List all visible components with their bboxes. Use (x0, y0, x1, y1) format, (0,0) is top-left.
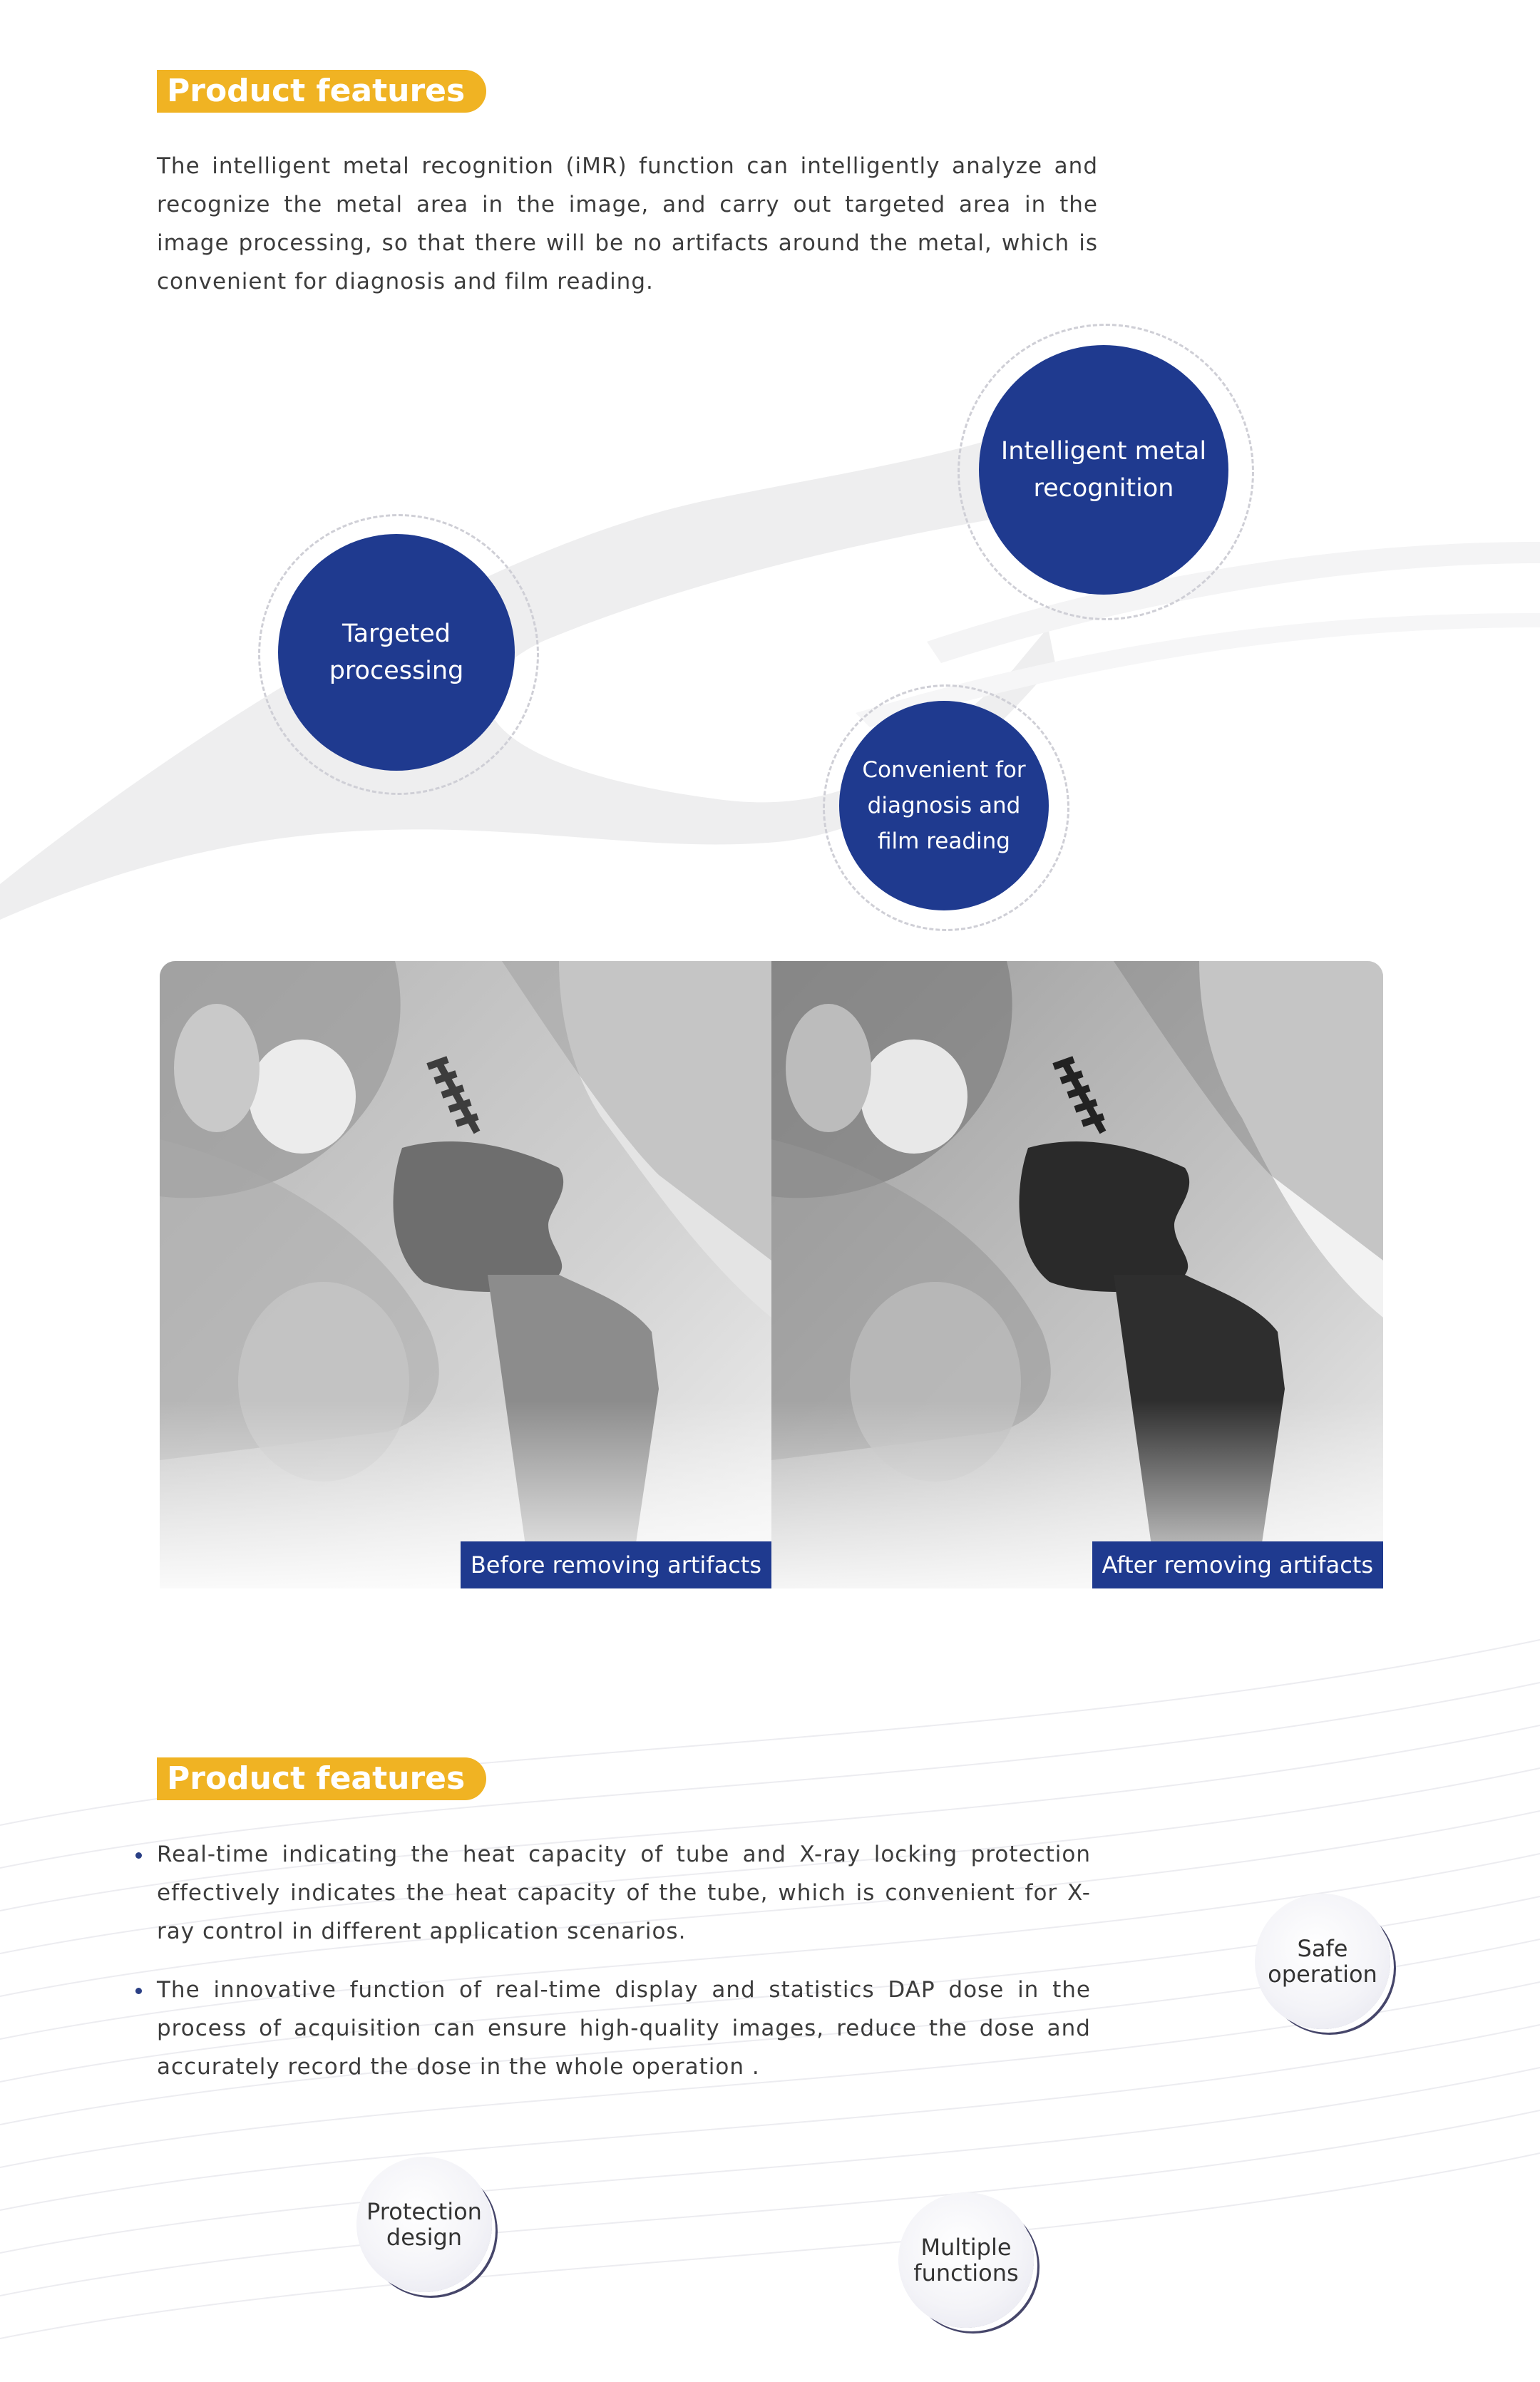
bubble-protection-design (356, 2157, 492, 2292)
bubble-intelligent-metal-recognition (979, 345, 1228, 595)
bubble-targeted-line-1: Targeted (342, 620, 451, 648)
bullet-text-1: Real-time indicating the heat capacity of tube and X-ray locking protection effectively indicates the heat capacity of the tube, which is convenient for X-ray control in different application scenarios. (157, 1842, 1091, 1944)
bubble-safe-operation (1255, 1894, 1390, 2029)
bubble-targeted-processing (278, 534, 515, 771)
bubble-safe-line-1: Safe (1297, 1935, 1348, 1962)
xray-after-image (771, 961, 1383, 1588)
bullet-dot-1 (135, 1852, 142, 1859)
bubble-convenient-for-diagnosis (839, 701, 1049, 910)
bubble-convenient-line-2: diagnosis and (867, 793, 1021, 818)
bubble-metal-line-1: Intelligent metal (1000, 437, 1207, 466)
bubble-metal-line-2: recognition (1033, 474, 1174, 503)
bubble-multiple-functions (898, 2192, 1034, 2328)
bubble-targeted-line-2: processing (329, 657, 464, 685)
bubble-safe-line-2: operation (1268, 1961, 1377, 1988)
xray-after-drawing (771, 961, 1383, 1588)
section-1-badge: Product features (157, 70, 486, 113)
bullet-text-2: The innovative function of real-time display and statistics DAP dose in the process of acquisition can ensure high-quality images, reduce the dose and accurately record the dose in the whole operation . (157, 1977, 1091, 2080)
before-label: Before removing artifacts (461, 1541, 771, 1588)
bullet-item-2 (157, 1971, 1091, 2086)
after-label: After removing artifacts (1092, 1541, 1383, 1588)
bubble-protection-line-1: Protection (366, 2198, 482, 2225)
xray-before-drawing (160, 961, 771, 1588)
bubble-multiple-line-2: functions (913, 2259, 1019, 2286)
section-2-badge: Product features (157, 1757, 486, 1800)
bubble-multiple-line-1: Multiple (920, 2234, 1012, 2261)
xray-before-image (160, 961, 771, 1588)
bullet-item-1 (157, 1835, 1091, 1951)
bullet-dot-2 (135, 1988, 142, 1994)
bubble-convenient-line-3: film reading (878, 828, 1010, 854)
section-1-paragraph: The intelligent metal recognition (iMR) function can intelligently analyze and recognize the metal area in the image, and carry out targeted area in the image processing, so that there will be no artifacts around the metal, which is convenient for diagnosis and film reading. (157, 153, 1098, 294)
bubble-protection-line-2: design (386, 2224, 463, 2251)
bubble-convenient-line-1: Convenient for (862, 757, 1026, 783)
